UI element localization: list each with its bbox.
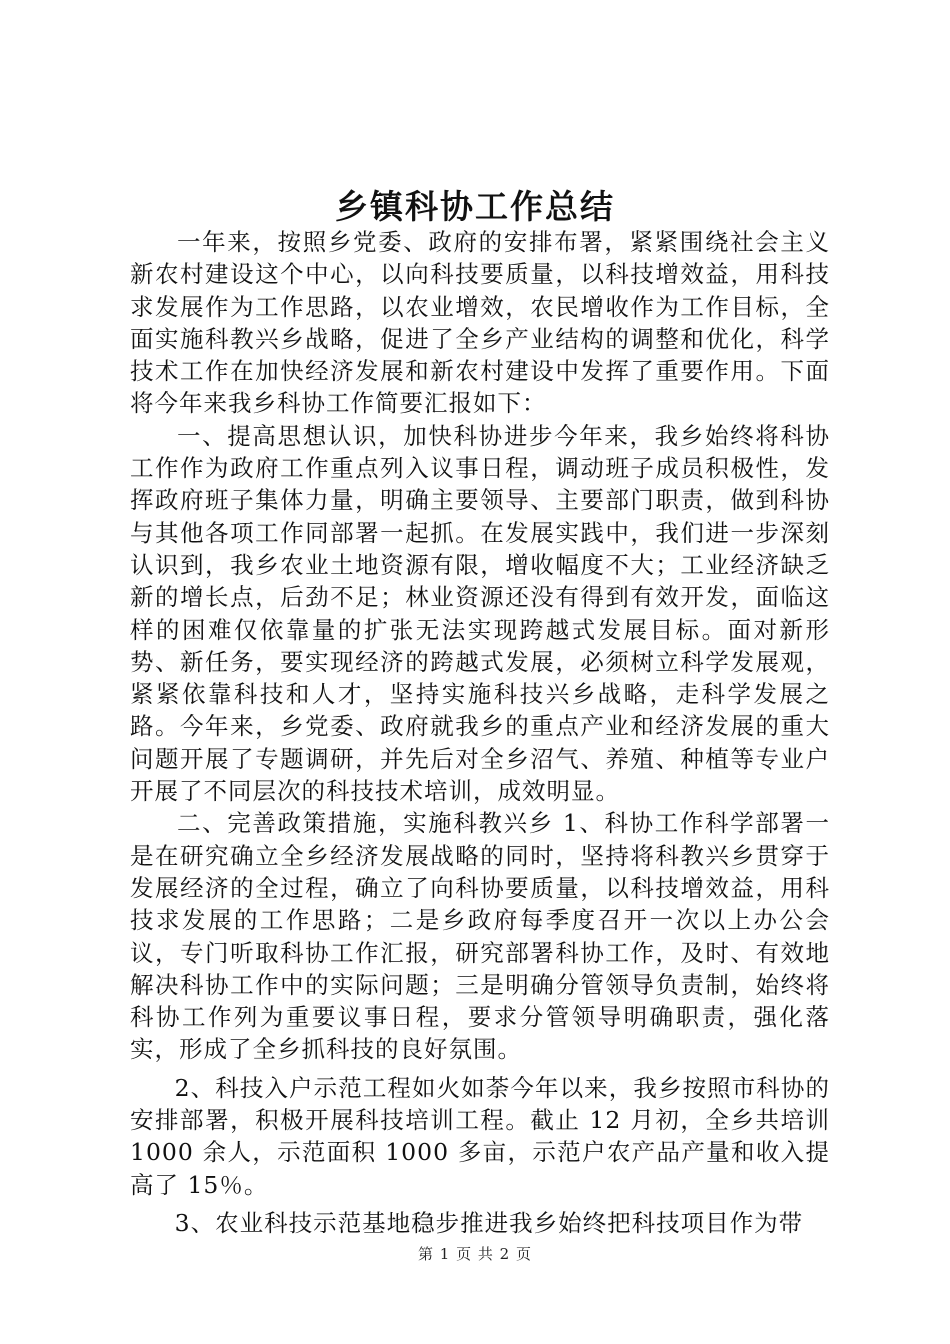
paragraph-section-1: 一、提高思想认识，加快科协进步今年来，我乡始终将科协工作作为政府工作重点列入议事日程，调动班子成员积极性，发挥政府班子集体力量，明确主要领导、主要部门职责，做到科协与其他各项工作同部署一起抓。在发展实践中，我们进一步深刻认识到，我乡农业土地资源有限，增收幅度不大；工业经济缺乏新的增长点，后劲不足；林业资源还没有得到有效开发，面临这样的困难仅依靠量的扩张无法实现跨越式发展目标。面对新形势、新任务，要实现经济的跨越式发展，必须树立科学发展观，紧紧依靠科技和人才，坚持实施科技兴乡战略，走科学发展之路。今年来，乡党委、政府就我乡的重点产业和经济发展的重大问题开展了专题调研，并先后对全乡沼气、养殖、种植等专业户开展了不同层次的科技技术培训，成效明显。 — [130, 421, 830, 806]
document-title: 乡镇科协工作总结 — [335, 187, 615, 226]
paragraph-item-3: 3、农业科技示范基地稳步推进我乡始终把科技项目作为带 — [174, 1208, 804, 1237]
page-footer: 第 1 页 共 2 页 — [418, 1245, 532, 1263]
paragraph-item-2: 2、科技入户示范工程如火如荼今年以来，我乡按照市科协的安排部署，积极开展科技培训工程。截止 12 月初，全乡共培训 1000 余人，示范面积 1000 多亩，示范户农产品产量和收入提高了 15％。 — [130, 1073, 830, 1199]
document-body — [130, 226, 830, 1239]
paragraph-section-2: 二、完善政策措施，实施科教兴乡 1、科协工作科学部署一是在研究确立全乡经济发展战略的同时，坚持将科教兴乡贯穿于发展经济的全过程，确立了向科协要质量，以科技增效益，用科技求发展的工作思路；二是乡政府每季度召开一次以上办公会议，专门听取科协工作汇报，研究部署科协工作，及时、有效地解决科协工作中的实际问题；三是明确分管领导负责制，始终将科协工作列为重要议事日程，要求分管领导明确职责，强化落实，形成了全乡抓科技的良好氛围。 — [130, 809, 830, 1064]
paragraph-intro: 一年来，按照乡党委、政府的安排布署，紧紧围绕社会主义新农村建设这个中心，以向科技要质量，以科技增效益，用科技求发展作为工作思路，以农业增效，农民增收作为工作目标，全面实施科教兴乡战略，促进了全乡产业结构的调整和优化，科学技术工作在加快经济发展和新农村建设中发挥了重要作用。下面将今年来我乡科协工作简要汇报如下： — [130, 228, 830, 418]
